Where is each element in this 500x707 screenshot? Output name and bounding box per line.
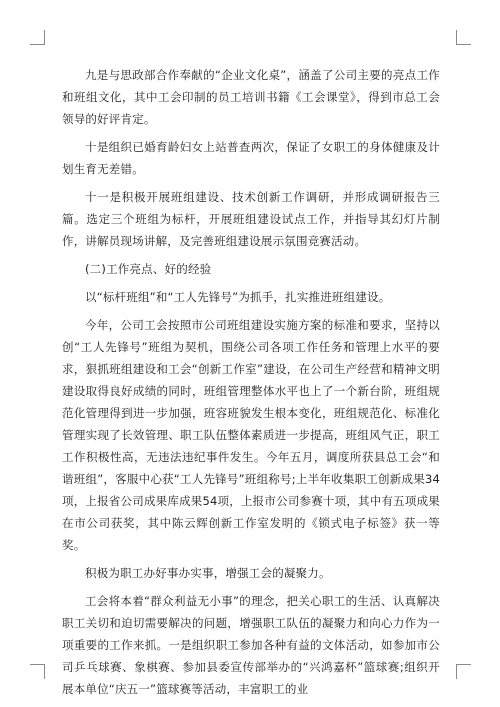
section-heading-highlights: (二)工作亮点、好的经验 (85, 262, 212, 276)
crop-mark-top-left (30, 30, 45, 45)
crop-mark-bottom-left (30, 664, 45, 679)
paragraph-item-11: 十一是积极开展班组建设、技术创新工作调研，并形成调研报告三篇。选定三个班组为标杆，开展班组建设试点工作，并指导其幻灯片制作，讲解员现场讲解，及完善班组建设展示氛围竞赛活动。 (62, 190, 440, 248)
paragraph-item-9: 九是与思政部合作奉献的“企业文化桌”，涵盖了公司主要的亮点工作和班组文化，其中工会印制的员工培训书籍《工会课堂》，得到市总工会领导的好评肯定。 (62, 68, 440, 126)
subheading-cohesion: 积极为职工办好事办实事，增强工会的凝聚力。 (85, 566, 331, 580)
paragraph-team-building: 今年，公司工会按照市公司班组建设实施方案的标准和要求，坚持以创“工人先锋号”班组为契机，围绕公司各项工作任务和管理上水平的要求，狠抓班组建设和工会“创新工作室”建设，在公司生产经营和精神文明建设取得良好成绩的同时，班组管理整体水平也上了一个新台阶，班组规范化管理得到进一步加强，班容班貌发生根本变化，班组规范化、标准化管理实现了长效管理、职工队伍整体素质进一步提高，班组风气正，职工工作积极性高，无违法违纪事件发生。今年五月，调度所获县总工会“和谐班组”，客服中心获“工人先锋号”班组称号;上半年收集职工创新成果34项，上报省公司成果库成果54项，上报市公司参赛十项，其中有五项成果在市公司获奖，其中陈云辉创新工作室发明的《锁式电子标签》获一等奖。 (62, 318, 440, 552)
crop-mark-bottom-right (456, 664, 471, 679)
crop-mark-top-right (456, 30, 471, 45)
paragraph-cohesion: 工会将本着“群众利益无小事”的理念，把关心职工的生活、认真解决职工关切和迫切需要解决的问题，增强职工队伍的凝聚力和向心力作为一项重要的工作来抓。一是组织职工参加各种有益的文体活动，如参加市公司乒乓球赛、象棋赛、参加县委宣传部举办的“兴鸿嘉杯”篮球赛;组织开展本单位“庆五一”篮球赛等活动，丰富职工的业 (62, 594, 440, 696)
document-body (62, 64, 440, 706)
paragraph-item-10: 十是组织已婚育龄妇女上站普查两次，保证了女职工的身体健康及计划生育无差错。 (62, 140, 440, 176)
subheading-team-building: 以“标杆班组”和“工人先锋号”为抓手，扎实推进班组建设。 (85, 290, 391, 304)
